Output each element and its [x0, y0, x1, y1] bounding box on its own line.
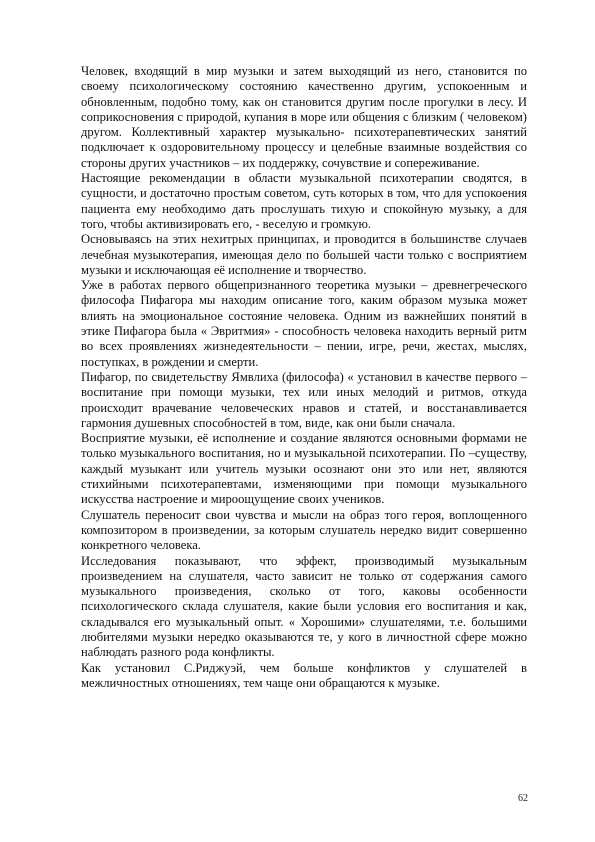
paragraph-3: Основываясь на этих нехитрых принципах, и проводится в большинстве случаев лечебная музыкотерапия, имеющая дело по большей части только с восприятием музыки и исключающая её исполнение и творчество. [81, 232, 527, 277]
paragraph-9: Как установил С.Риджуэй, чем больше конфликтов у слушателей в межличностных отношениях, тем чаще они обращаются к музыке. [81, 660, 527, 690]
paragraph-2: Настоящие рекомендации в области музыкальной психотерапии сводятся, в сущности, и достаточно простым советом, суть которых в том, что для успокоения пациента ему необходимо дать прослушать тихую и спокойную музыку, а для того, чтобы активизировать его, - веселую и громкую. [81, 171, 527, 231]
body-text [81, 64, 527, 691]
paragraph-6: Восприятие музыки, её исполнение и создание являются основными формами не только музыкального воспитания, но и музыкальной психотерапии. По –существу, каждый музыкант или учитель музыки осознают они это или нет, являются стихийными психотерапевтами, изменяющими при помощи музыкального искусства настроение и мироощущение своих учеников. [81, 431, 527, 507]
paragraph-1: Человек, входящий в мир музыки и затем выходящий из него, становится по своему психологическому состоянию качественно другим, успокоенным и обновленным, подобно тому, как он становится другим после прогулки в лесу. И соприкосновения с природой, купания в море или общения с близким ( человеком) другом. Коллективный характер музыкально- психотерапевтических занятий подключает к оздоровительному процессу и целебные взаимные воздействия со стороны других участников – их поддержку, сочувствие и сопереживание. [81, 64, 527, 170]
paragraph-5: Пифагор, по свидетельству Ямвлиха (философа) « установил в качестве первого – воспитание при помощи музыки, тех или иных мелодий и ритмов, откуда происходит врачевание человеческих нравов и статей, и восстанавливается гармония душевных способностей в том, виде, как они были сначала. [81, 369, 527, 430]
paragraph-8: Исследования показывают, что эффект, производимый музыкальным произведением на слушателя, часто зависит не только от содержания самого музыкального произведения, сколько от того, каковы особенности психологического склада слушателя, какие были условия его воспитания и как, складывался его музыкальный опыт. « Хорошими» слушателями, т.е. большими любителями музыки нередко оказываются те, у кого в личностной сфере можно наблюдать разного рода конфликты. [81, 553, 527, 660]
paragraph-7: Слушатель переносит свои чувства и мысли на образ того героя, воплощенного композитором в произведении, за которым слушатель нередко видит совершенно конкретного человека. [81, 507, 527, 553]
paragraph-4: Уже в работах первого общепризнанного теоретика музыки – древнегреческого философа Пифагора мы находим описание того, каким образом музыка может влиять на эмоциональное состояние человека. Одним из важнейших понятий в этике Пифагора была « Эвритмия» - способность человека находить верный ритм во всех проявлениях жизнедеятельности – пении, игре, речи, жестах, мыслях, поступках, в рождении и смерти. [81, 278, 527, 369]
page-number: 62 [518, 793, 528, 804]
